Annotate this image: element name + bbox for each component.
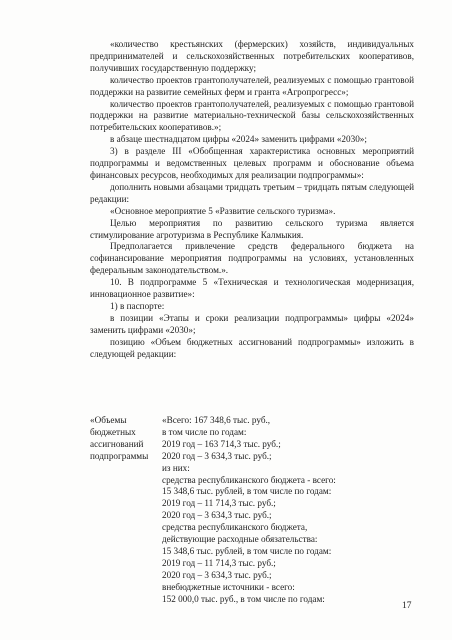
paragraph-section-iii: 3) в разделе III «Обобщенная характеристика основных мероприятий подпрограммы и ведомственных целевых программ и обоснование объема финансовых ресурсов, необходимых для реализации подпрограммы»: bbox=[90, 146, 414, 180]
table-left-column bbox=[90, 415, 156, 463]
table-left-line: подпрограммы bbox=[90, 450, 149, 461]
table-right-line: средства республиканского бюджета, bbox=[162, 522, 308, 533]
table-right-column bbox=[162, 415, 414, 606]
paragraph-in-passport: 1) в паспорте: bbox=[110, 300, 165, 311]
table-right-line: 2019 год – 11 714,3 тыс. руб.; bbox=[162, 498, 276, 509]
table-right-line: средства республиканского бюджета - всего: bbox=[162, 474, 336, 485]
paragraph-add-paragraphs: дополнить новыми абзацами тридцать третьим – тридцать пятым следующей редакции: bbox=[90, 181, 414, 204]
paragraph-activity-goal: Целью мероприятия по развитию сельского туризма является стимулирование агротуризма в Республике Калмыкия. bbox=[90, 217, 414, 240]
paragraph-main-activity-5: «Основное мероприятие 5 «Развитие сельского туризма». bbox=[110, 205, 336, 216]
table-left-line: «Объемы bbox=[90, 415, 127, 425]
table-right-line: из них: bbox=[162, 462, 190, 473]
table-right-line: 15 348,6 тыс. рублей, в том числе по годам: bbox=[162, 486, 332, 497]
page-number: 17 bbox=[402, 601, 412, 611]
table-right-line: 2020 год – 3 634,3 тыс. руб.; bbox=[162, 450, 272, 461]
table-right-line: 15 348,6 тыс. рублей, в том числе по годам: bbox=[162, 545, 332, 556]
table-right-line: 2020 год – 3 634,3 тыс. руб.; bbox=[162, 510, 272, 521]
paragraph-federal-budget: Предполагается привлечение средств федерального бюджета на софинансирование мероприятия подпрограммы на условиях, установленных федеральным законодательством.». bbox=[90, 241, 414, 276]
table-right-line: 2019 год – 11 714,3 тыс. руб.; bbox=[162, 557, 276, 568]
paragraph-stages-terms: в позиции «Этапы и сроки реализации подпрограммы» цифры «2024» заменить цифрами «2030»; bbox=[90, 312, 414, 335]
paragraph-indicators-cooperatives: количество проектов грантополучателей, реализуемых с помощью грантовой поддержки на развитие материально-технической базы сельскохозяйственных потребительских кооперативов.»; bbox=[90, 98, 414, 133]
table-right-line: действующие расходные обязательства: bbox=[162, 534, 318, 545]
paragraph-replace-2024: в абзаце шестнадцатом цифры «2024» заменить цифрами «2030»; bbox=[110, 134, 367, 145]
table-right-line: 2020 год – 3 634,3 тыс. руб.; bbox=[162, 569, 272, 580]
paragraph-subprogram-5: 10. В подпрограмме 5 «Техническая и технологическая модернизация, инновационное развитие»: bbox=[90, 277, 414, 300]
table-right-line: в том числе по годам: bbox=[162, 426, 247, 437]
table-right-line: «Всего: 167 348,6 тыс. руб., bbox=[162, 415, 271, 425]
paragraph-indicators-farms: «количество крестьянских (фермерских) хозяйств, индивидуальных предпринимателей и сельскохозяйственных потребительских кооперативов, получивших государственную поддержку; bbox=[90, 39, 414, 73]
table-right-line: внебюджетные источники - всего: bbox=[162, 581, 295, 592]
paragraph-indicators-family-farms: количество проектов грантополучателей, реализуемых с помощью грантовой поддержки на развитие семейных ферм и гранта «Агропрогресс»; bbox=[90, 74, 414, 97]
table-left-line: бюджетных bbox=[90, 426, 136, 437]
table-left-line: ассигнований bbox=[90, 438, 144, 449]
body-text bbox=[90, 39, 414, 360]
table-right-line: 2019 год – 163 714,3 тыс. руб.; bbox=[162, 438, 281, 449]
table-right-line: 152 000,0 тыс. руб., в том числе по годам: bbox=[162, 593, 325, 604]
paragraph-budget-position: позицию «Объем бюджетных ассигнований подпрограммы» изложить в следующей редакции: bbox=[90, 336, 414, 359]
